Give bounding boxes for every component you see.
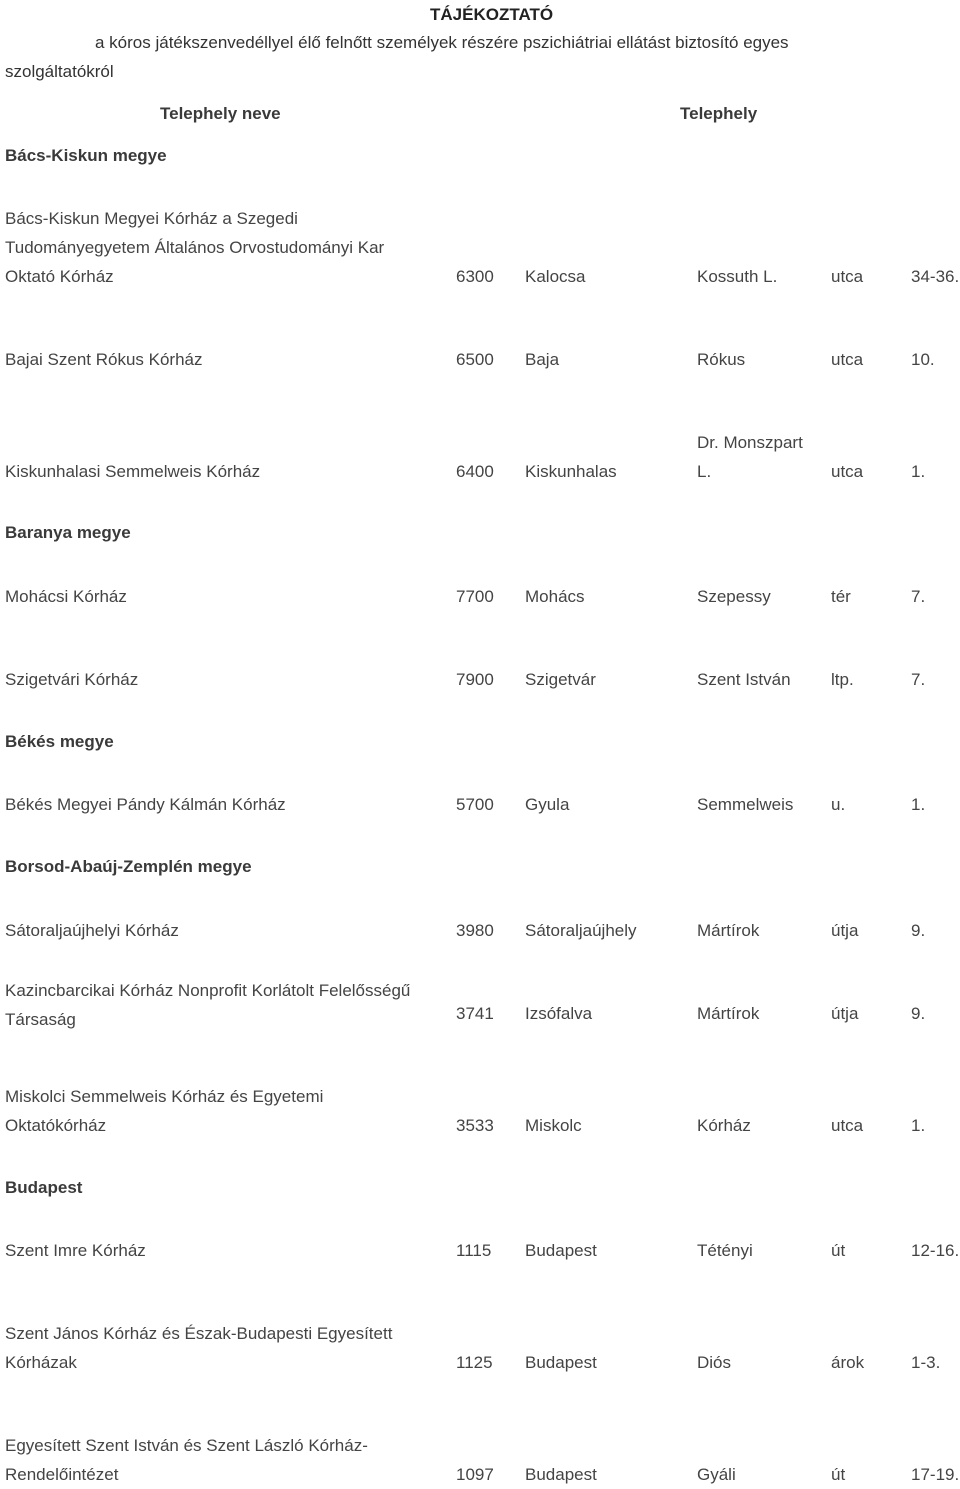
region-heading: Baranya megye [5,523,131,542]
street-name [697,262,777,291]
street-name-line: Szent István [697,670,791,689]
street-type: utca [831,462,864,481]
house-number: 9. [911,1004,926,1023]
postal-code: 7700 [456,587,494,606]
street-name-line: Diós [697,1353,732,1372]
postal-code: 6400 [456,462,494,481]
column-header-name: Telephely neve [160,104,281,123]
street-name-line: Gyáli [697,1465,736,1484]
street-name-line: Mártírok [697,921,760,940]
provider-name-line: Egyesített Szent István és Szent László Kórház- [5,1436,368,1455]
city: Baja [525,350,560,369]
city: Gyula [525,795,570,814]
city: Szigetvár [525,670,596,689]
provider-name [5,1319,445,1377]
street-name [697,1236,753,1265]
provider-name-line: Kórházak [5,1353,77,1372]
provider-name-line: Szent János Kórház és Észak-Budapesti Egyesített [5,1324,393,1343]
page-title: TÁJÉKOZTATÓ [430,5,554,24]
city: Kiskunhalas [525,462,617,481]
street-type: u. [831,795,846,814]
postal-code: 1125 [456,1353,493,1372]
provider-name-line: Sátoraljaújhelyi Kórház [5,921,179,940]
house-number: 7. [911,670,926,689]
page-subtitle-line2: szolgáltatókról [5,62,114,81]
provider-name-line: Társaság [5,1010,76,1029]
street-name-line: Kórház [697,1116,751,1135]
provider-name-line: Oktatókórház [5,1116,107,1135]
postal-code: 7900 [456,670,494,689]
city: Kalocsa [525,267,586,286]
street-name [697,916,759,945]
street-type: útja [831,1004,859,1023]
provider-name-line: Miskolci Semmelweis Kórház és Egyetemi [5,1087,324,1106]
city: Sátoraljaújhely [525,921,637,940]
street-type: tér [831,587,851,606]
postal-code: 5700 [456,795,494,814]
street-name [697,665,791,694]
provider-name-line: Tudományegyetem Általános Orvostudományi Kar [5,238,385,257]
house-number: 1. [911,462,926,481]
street-type: utca [831,350,864,369]
house-number: 1. [911,795,926,814]
city: Mohács [525,587,585,606]
house-number: 9. [911,921,926,940]
postal-code: 3980 [456,921,494,940]
region-heading: Bács-Kiskun megye [5,146,167,165]
page-subtitle-line1: a kóros játékszenvedéllyel élő felnőtt személyek részére pszichiátriai ellátást biztosító egyes [95,33,789,52]
street-type: árok [831,1353,865,1372]
street-name-line: Rókus [697,350,746,369]
postal-code: 3741 [456,1004,494,1023]
street-name-line: Semmelweis [697,795,794,814]
provider-name-line: Mohácsi Kórház [5,587,127,606]
provider-name-line: Békés Megyei Pándy Kálmán Kórház [5,795,286,814]
region-heading: Budapest [5,1178,83,1197]
street-name [697,428,803,486]
street-name [697,582,771,611]
postal-code: 6500 [456,350,494,369]
city: Budapest [525,1353,597,1372]
provider-name-line: Bajai Szent Rókus Kórház [5,350,203,369]
city: Izsófalva [525,1004,593,1023]
street-name-line: Mártírok [697,1004,760,1023]
provider-name-line: Szent Imre Kórház [5,1241,146,1260]
street-name-line: Dr. Monszpart [697,433,803,452]
street-name-line: Szepessy [697,587,771,606]
provider-name [5,1236,445,1265]
street-name [697,1348,731,1377]
street-name [697,999,759,1028]
provider-name [5,1082,445,1140]
postal-code: 6300 [456,267,494,286]
street-name [697,345,745,374]
provider-name [5,976,445,1034]
column-header-site: Telephely [680,104,758,123]
provider-name-line: Bács-Kiskun Megyei Kórház a Szegedi [5,209,298,228]
provider-name [5,345,445,374]
house-number: 1-3. [911,1353,941,1372]
provider-name [5,457,445,486]
region-heading: Borsod-Abaúj-Zemplén megye [5,857,252,876]
street-type: utca [831,1116,864,1135]
street-type: út [831,1465,846,1484]
street-name [697,1111,751,1140]
provider-name [5,1431,445,1489]
house-number: 34-36. [911,267,960,286]
street-type: utca [831,267,864,286]
house-number: 10. [911,350,935,369]
city: Budapest [525,1241,597,1260]
provider-name-line: Szigetvári Kórház [5,670,139,689]
house-number: 17-19. [911,1465,960,1484]
house-number: 12-16. [911,1241,960,1260]
provider-name [5,204,445,291]
city: Miskolc [525,1116,582,1135]
postal-code: 1115 [456,1241,492,1260]
house-number: 7. [911,587,926,606]
street-type: útja [831,921,859,940]
street-name-line: Tétényi [697,1241,753,1260]
street-name [697,790,793,819]
provider-name-line: Oktató Kórház [5,267,114,286]
provider-name [5,790,445,819]
street-name-line: L. [697,462,712,481]
provider-name [5,582,445,611]
provider-name [5,916,445,945]
street-name-line: Kossuth L. [697,267,778,286]
provider-name-line: Kiskunhalasi Semmelweis Kórház [5,462,261,481]
street-type: ltp. [831,670,854,689]
city: Budapest [525,1465,597,1484]
provider-name [5,665,445,694]
provider-name-line: Rendelőintézet [5,1465,119,1484]
postal-code: 3533 [456,1116,494,1135]
house-number: 1. [911,1116,926,1135]
postal-code: 1097 [456,1465,494,1484]
street-type: út [831,1241,846,1260]
region-heading: Békés megye [5,732,114,751]
provider-name-line: Kazincbarcikai Kórház Nonprofit Korlátolt Felelősségű [5,981,411,1000]
